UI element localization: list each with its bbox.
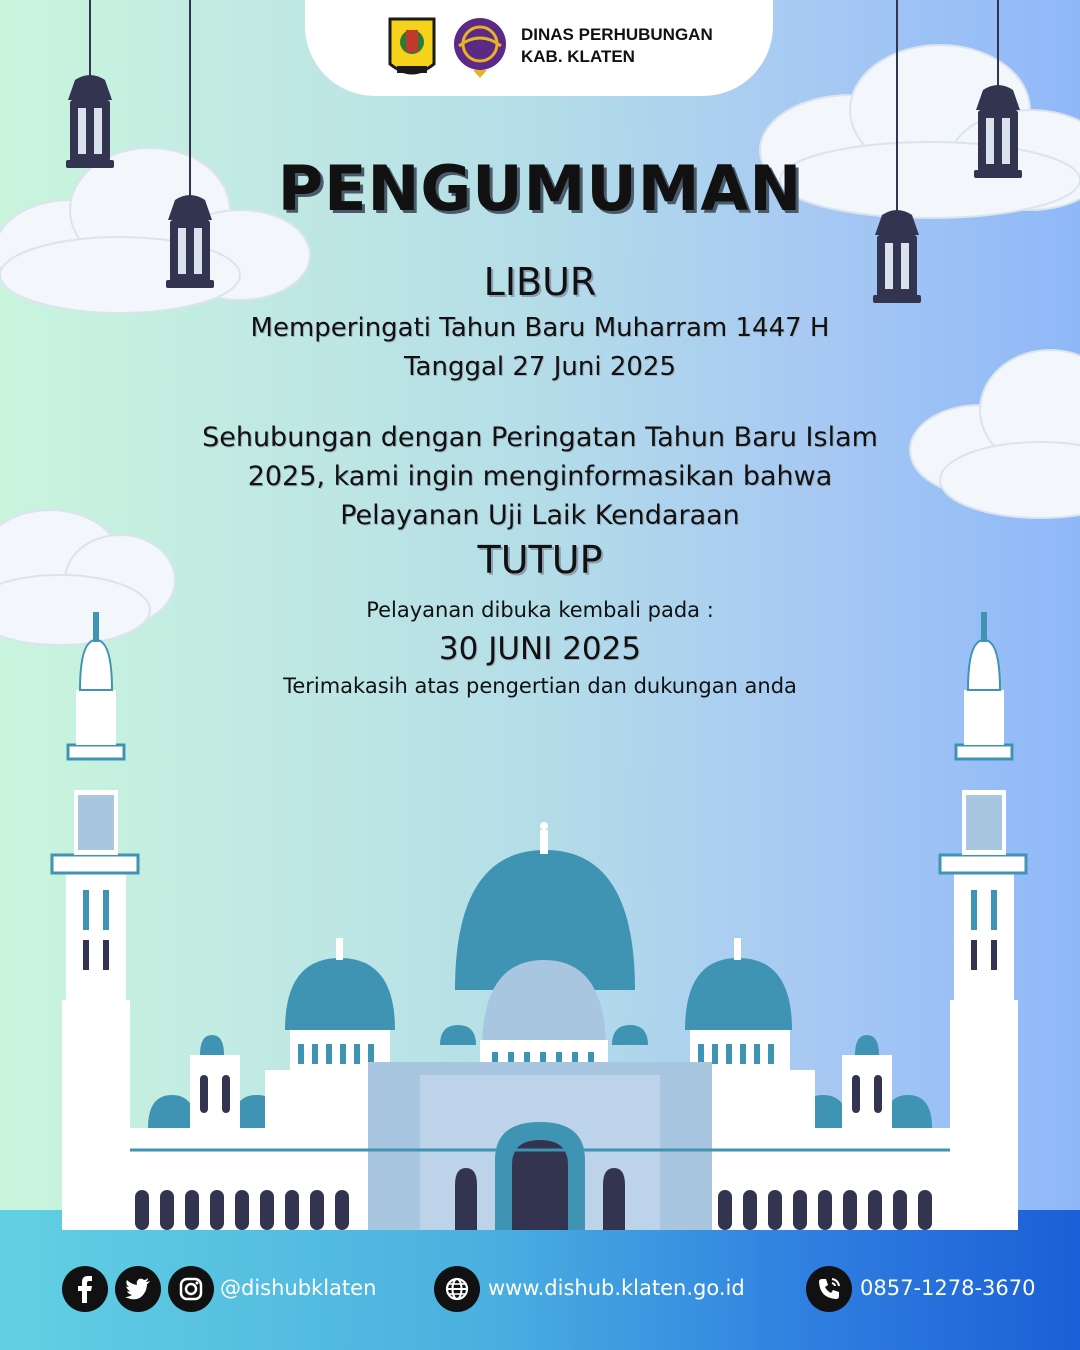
twitter-link[interactable]	[115, 1266, 161, 1312]
klaten-regency-logo	[387, 16, 437, 82]
holiday-subtitle: LIBUR	[483, 260, 597, 304]
website-icon-button[interactable]	[434, 1266, 480, 1312]
reopen-label: Pelayanan dibuka kembali pada :	[366, 598, 714, 622]
facebook-icon	[71, 1275, 99, 1303]
phone-icon-button[interactable]	[806, 1266, 852, 1312]
holiday-date: Tanggal 27 Juni 2025	[403, 352, 677, 382]
header-banner	[305, 0, 773, 96]
social-handle[interactable]: @dishubklaten	[220, 1276, 377, 1300]
instagram-link[interactable]	[168, 1266, 214, 1312]
occasion-text: Memperingati Tahun Baru Muharram 1447 H	[250, 313, 830, 343]
website-link[interactable]: www.dishub.klaten.go.id	[488, 1276, 745, 1300]
globe-icon	[443, 1275, 471, 1303]
service-status: TUTUP	[477, 538, 603, 582]
body-line: Pelayanan Uji Laik Kendaraan	[340, 500, 740, 531]
org-name-line2: KAB. KLATEN	[521, 47, 635, 66]
phone-number[interactable]: 0857-1278-3670	[860, 1276, 1036, 1300]
announcement-body	[0, 418, 1080, 535]
org-name-line1: DINAS PERHUBUNGAN	[521, 25, 713, 44]
phone-icon	[815, 1275, 843, 1303]
dishub-logo	[451, 16, 509, 80]
mosque-illustration	[0, 600, 1080, 1240]
reopen-date: 30 JUNI 2025	[438, 631, 642, 667]
twitter-icon	[124, 1275, 152, 1303]
facebook-link[interactable]	[62, 1266, 108, 1312]
body-line: 2025, kami ingin menginformasikan bahwa	[247, 461, 833, 492]
body-line: Sehubungan dengan Peringatan Tahun Baru Islam	[202, 422, 878, 453]
instagram-icon	[177, 1275, 205, 1303]
thanks-text: Terimakasih atas pengertian dan dukungan anda	[283, 674, 797, 698]
page-title: PENGUMUMAN	[277, 152, 803, 225]
org-name	[521, 24, 713, 68]
